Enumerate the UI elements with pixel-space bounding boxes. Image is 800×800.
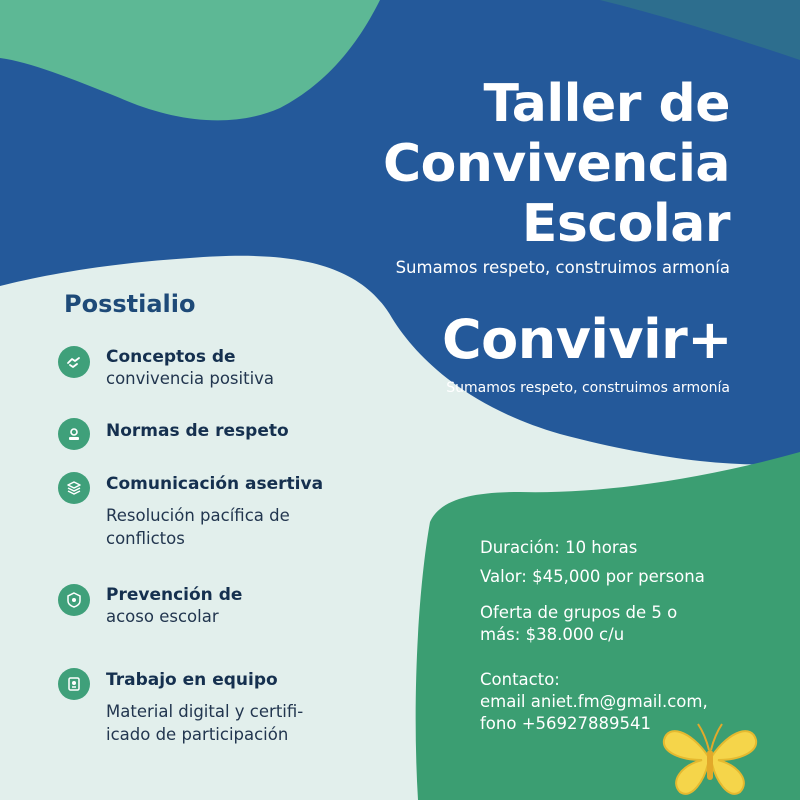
duration-text: Duración: 10 horas — [480, 538, 638, 557]
topic-subtitle: acoso escolar — [106, 607, 219, 626]
topic-title: Trabajo en equipo — [106, 670, 278, 690]
person-badge-icon — [58, 418, 90, 450]
topic-title: Conceptos de — [106, 347, 236, 367]
topic-text — [106, 418, 386, 444]
topic-detail: Resolución pacífica de conflictos — [106, 506, 290, 548]
topic-title: Normas de respeto — [106, 421, 289, 441]
topic-title: Comunicación asertiva — [106, 474, 324, 494]
contact-email: email aniet.fm@gmail.com, — [480, 692, 708, 711]
price-text: Valor: $45,000 por persona — [480, 567, 705, 586]
brand-name: Convivir+ — [442, 308, 732, 371]
certificate-icon — [58, 668, 90, 700]
handshake-icon — [58, 346, 90, 378]
subtitle: Sumamos respeto, construimos armonía — [395, 258, 730, 277]
topic-subtitle: convivencia positiva — [106, 369, 275, 388]
topic-text — [106, 346, 386, 390]
contact-label: Contacto: — [480, 670, 560, 689]
topic-text — [106, 472, 386, 550]
topic-title: Prevención de — [106, 585, 243, 605]
brand-tagline: Sumamos respeto, construimos armonía — [446, 380, 730, 396]
title-line-1: Taller de — [483, 74, 730, 134]
butterfly-icon — [650, 710, 770, 800]
layers-icon — [58, 472, 90, 504]
topic-text — [106, 668, 386, 746]
title-line-2: Convivencia — [382, 134, 730, 194]
topics-heading: Posstialio — [64, 290, 196, 318]
contact-phone: fono +56927889541 — [480, 714, 652, 733]
shield-icon — [58, 584, 90, 616]
topic-detail: Material digital y certifi- icado de participación — [106, 702, 304, 744]
main-title — [210, 74, 730, 254]
title-line-3: Escolar — [521, 194, 730, 254]
topic-text — [106, 584, 386, 628]
group-offer-text: Oferta de grupos de 5 o más: $38.000 c/u — [480, 603, 678, 644]
